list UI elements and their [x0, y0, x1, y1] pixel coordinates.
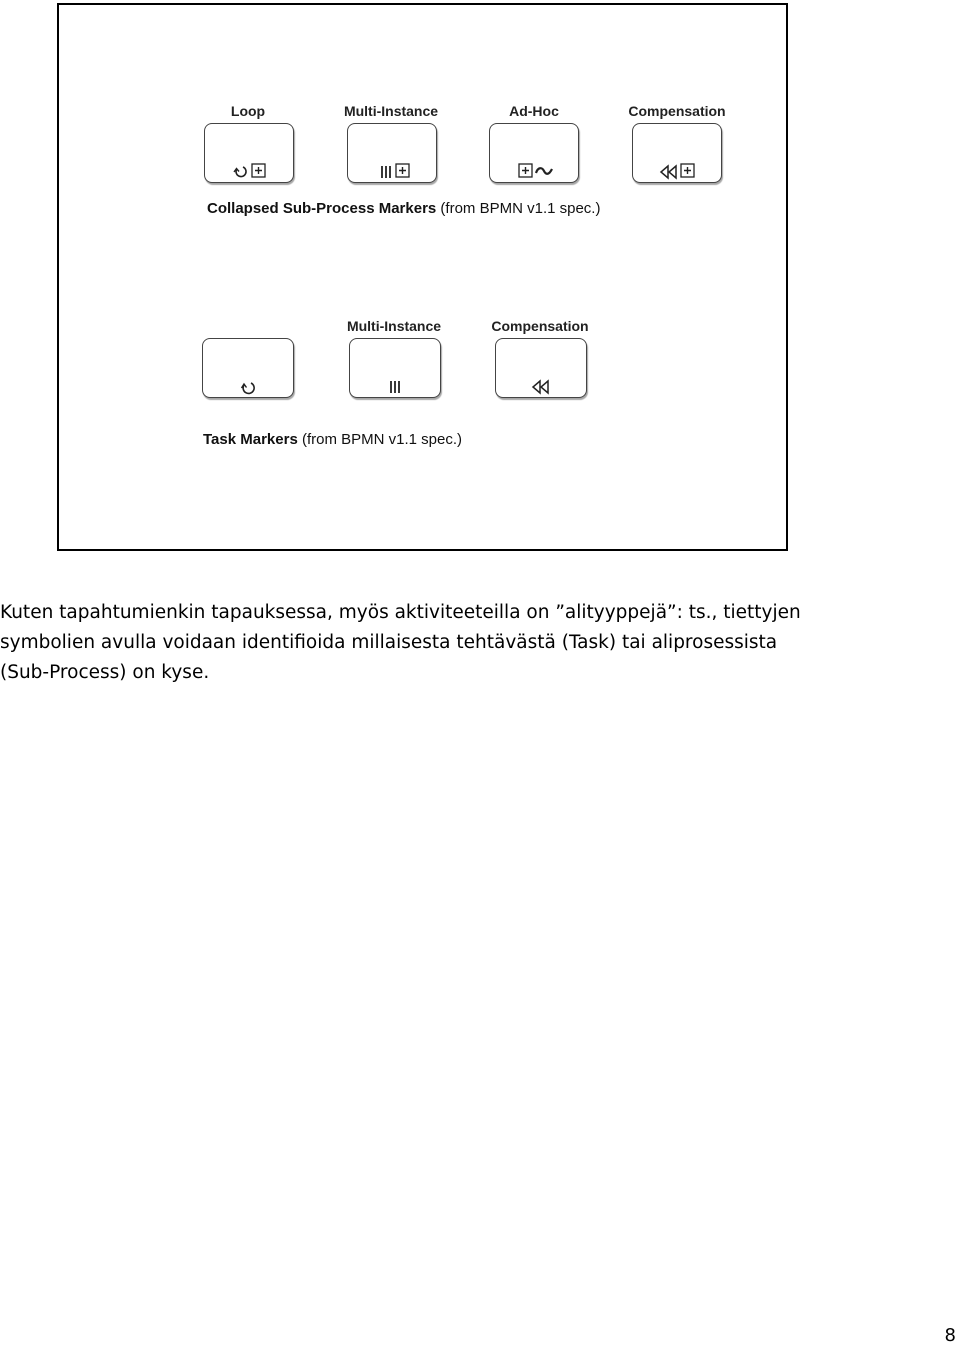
loop-marker-icon — [239, 378, 257, 396]
compensation-marker-icon — [659, 163, 697, 181]
slide-image — [57, 3, 788, 551]
label-ad-hoc: Ad-Hoc — [509, 103, 559, 119]
task-box-loop — [202, 338, 294, 398]
task-label-compensation: Compensation — [491, 318, 589, 334]
label-multi-instance: Multi-Instance — [343, 103, 439, 119]
subprocess-box-loop — [204, 123, 294, 183]
task-caption-rest: (from BPMN v1.1 spec.) — [297, 431, 462, 448]
loop-marker-icon — [232, 163, 268, 181]
subprocess-caption-rest: (from BPMN v1.1 spec.) — [436, 200, 601, 217]
subprocess-box-compensation — [632, 123, 722, 183]
task-box-compensation — [495, 338, 587, 398]
task-caption — [203, 431, 462, 448]
body-line-2: symbolien avulla voidaan identifioida millaisesta tehtävästä (Task) tai aliprosessista — [0, 632, 778, 653]
multi-instance-marker-icon — [388, 378, 402, 396]
task-label-multi-instance: Multi-Instance — [346, 318, 442, 334]
compensation-marker-icon — [531, 378, 551, 396]
ad-hoc-marker-icon — [518, 163, 554, 181]
label-loop: Loop — [230, 103, 266, 119]
subprocess-caption-bold: Collapsed Sub-Process Markers — [207, 200, 437, 217]
page-number: 8 — [944, 1325, 956, 1346]
body-line-1: Kuten tapahtumienkin tapauksessa, myös aktiviteeteilla on ”alityyppejä”: ts., tiettyjen — [0, 602, 801, 623]
subprocess-box-multi-instance — [347, 123, 437, 183]
task-box-multi-instance — [349, 338, 441, 398]
body-paragraph — [0, 598, 960, 688]
subprocess-caption — [207, 200, 600, 217]
label-compensation: Compensation — [628, 103, 726, 119]
body-line-3: (Sub-Process) on kyse. — [0, 662, 210, 683]
subprocess-box-ad-hoc — [489, 123, 579, 183]
task-caption-bold: Task Markers — [203, 431, 298, 448]
multi-instance-marker-icon — [379, 163, 413, 181]
